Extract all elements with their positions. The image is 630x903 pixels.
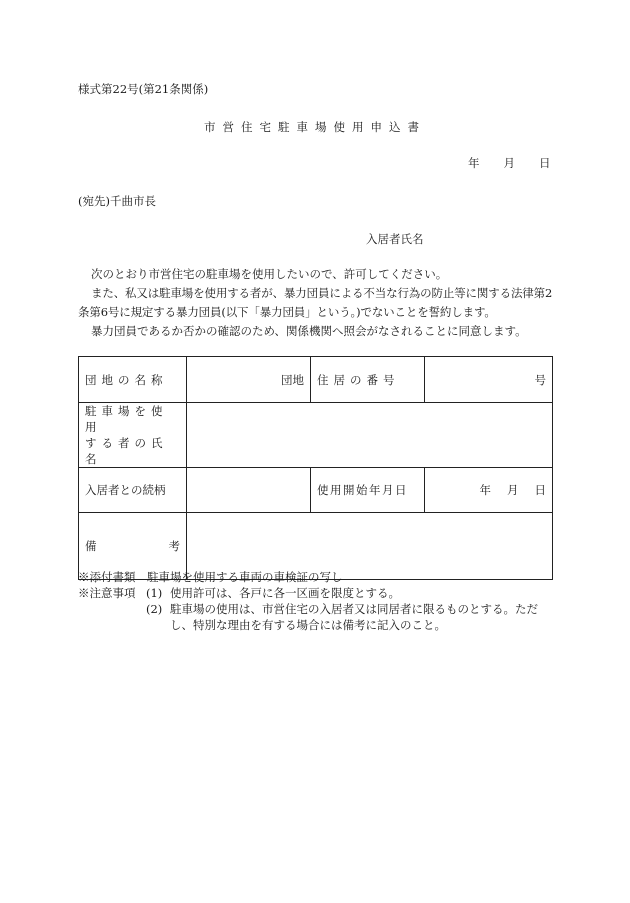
date-month: 月	[503, 156, 515, 170]
parking-user-name-label	[79, 403, 187, 468]
start-date-year: 年	[479, 483, 491, 497]
start-date-field[interactable]	[425, 468, 553, 513]
table-row	[79, 357, 553, 403]
relationship-field[interactable]	[187, 468, 311, 513]
relationship-label: 入居者との続柄	[79, 468, 187, 513]
parking-user-label-line-2: する者の氏名	[85, 436, 168, 466]
remarks-label-left: 備	[85, 539, 97, 553]
start-date-month: 月	[507, 483, 519, 497]
consent-paragraph-2: また、私又は駐車場を使用する者が、暴力団員による不当な行為の防止等に関する法律第2条第6号に規定する暴力団員(以下「暴力団員」という。)でないことを誓約します。	[78, 286, 553, 319]
application-date	[468, 155, 551, 171]
application-form-table	[78, 356, 553, 580]
unit-suffix: 号	[534, 372, 546, 387]
date-year: 年	[468, 156, 480, 170]
table-row	[79, 468, 553, 513]
note-text: 駐車場の使用は、市営住宅の入居者又は同居者に限るものとする。ただし、特別な理由を有する場合には備考に記入のこと。	[170, 602, 538, 632]
parking-user-label-line-1: 駐車場を使用	[85, 404, 168, 434]
table-row	[79, 403, 553, 468]
caution-notes	[78, 585, 556, 633]
date-day: 日	[539, 156, 551, 170]
unit-number-field[interactable]	[425, 357, 553, 403]
addressee: (宛先)千曲市長	[78, 194, 156, 208]
note-text: 使用許可は、各戸に各一区画を限度とする。	[170, 586, 400, 600]
complex-name-field[interactable]	[187, 357, 311, 403]
notes-heading: ※注意事項	[78, 586, 136, 600]
consent-paragraph-3: 暴力団員であるか否かの確認のため、関係機関へ照会がなされることに同意します。	[91, 324, 527, 338]
note-number: (2)	[146, 602, 163, 616]
complex-name-label: 団地の名称	[79, 357, 187, 403]
remarks-label-right: 考	[168, 539, 180, 553]
form-title: 市営住宅駐車場使用申込書	[204, 120, 426, 134]
parking-user-name-field[interactable]	[187, 403, 553, 468]
start-date-day: 日	[534, 483, 546, 497]
list-item	[78, 601, 556, 633]
note-number: (1)	[146, 586, 163, 600]
attachments-note: ※添付書類 駐車場を使用する車両の車検証の写し	[78, 570, 343, 584]
start-date-label: 使用開始年月日	[311, 468, 425, 513]
consent-paragraph-1: 次のとおり市営住宅の駐車場を使用したいので、許可してください。	[91, 267, 448, 281]
form-number: 様式第22号(第21条関係)	[78, 82, 209, 96]
unit-number-label: 住居の番号	[311, 357, 425, 403]
resident-name-label: 入居者氏名	[366, 232, 424, 246]
complex-suffix: 団地	[281, 372, 304, 387]
list-item	[78, 585, 556, 601]
